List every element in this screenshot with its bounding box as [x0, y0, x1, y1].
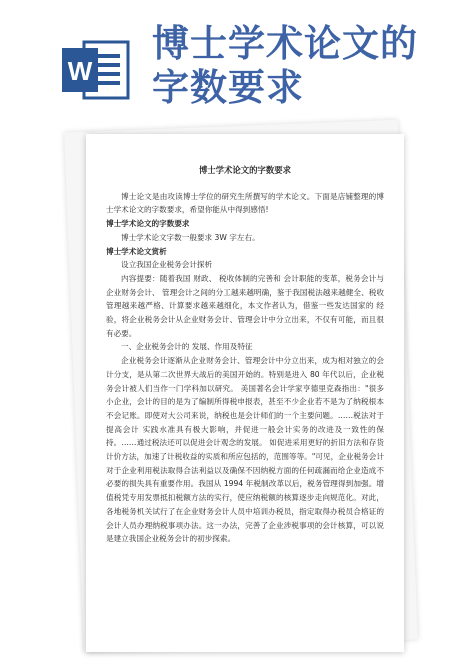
section-heading: 一、企业税务会计的 发展、作用及特征: [121, 342, 253, 352]
document-page: [86, 134, 404, 652]
word-document-icon: [62, 40, 130, 100]
body-paragraph: 企业税务会计逐渐从企业财务会计、管理会计中分立出来，成为相对独立的会计分支，是从第二次世界大战后的美国开始的。特别是进入 80 年代以后，企业税务会计被人们当作一门学科加以研究。 美国著名会计学家亨德里克森指出："很多小企业，会计的目的是为了编制所得税申报表，甚至不少企业若不是为了纳税根本不会记账。即使对大公司来说，纳税也是会计师们的一个主要问题。……税法对于提高会计 实践水准具有极大影响，并促进一般会计实务的改进及一致性的保持。……通过税法还可以促进会计观念的发展。 如促进采用更好的折旧方法和存货计价方法，加速了计税收益的实质和所应包括的，范围等等。"可见，企业税务会计对于企业利用税法取得合法利益以及确保不因纳税方面的任何疏漏而给企业造成不必要的损失具有重要作用。我国从 1994 年税制改革以后，税务管理得到加强。增值税凭专用发票抵扣税额方法的实行，使应纳税额的核算逐步走向规范化。对此，各地税务机关试行了在企业财务会计人员中培训办税员，指定取得办税员合格证的会计人员办理纳税事项办法。这一办法，完善了企业涉税事项的会计核算，可以说是建立我国企业税务会计的初步探索。: [106, 356, 384, 544]
intro-paragraph: 博士论文是由攻读博士学位的研究生所撰写的学术论文。下面是店铺整理的博士学术论文的字数要求，希望你能从中得到感悟!: [106, 191, 384, 215]
svg-text:W: W: [67, 56, 93, 86]
heading-word-count: 博士学术论文的字数要求: [106, 219, 190, 229]
abstract-paragraph: 内容提要：随着我国 财政、 税收体制的完善和 会计职能的变革，税务会计与企业财务会计、 管理会计之间的分工越来越明确，鉴于我国税法越来越健全、税收管理越来越严格、计算要求越来越细化，本文作者认为，借鉴一些发达国家的 经验，将企业税务会计从企业财务会计、管理会计中分立出来，不仅有可能，而且很有必要。: [106, 273, 384, 338]
banner-title: 博士学术论文的字数要求: [152, 22, 418, 109]
heading-appreciation: 博士学术论文赏析: [106, 246, 167, 256]
document-title: 博士学术论文的字数要求: [198, 165, 292, 175]
word-count-paragraph: 博士学术论文字数一般要求 3W 字左右。: [121, 232, 260, 242]
document-body: [106, 164, 384, 546]
banner: [0, 0, 474, 120]
article-subtitle: 设立我国企业税务会计探析: [121, 260, 213, 270]
